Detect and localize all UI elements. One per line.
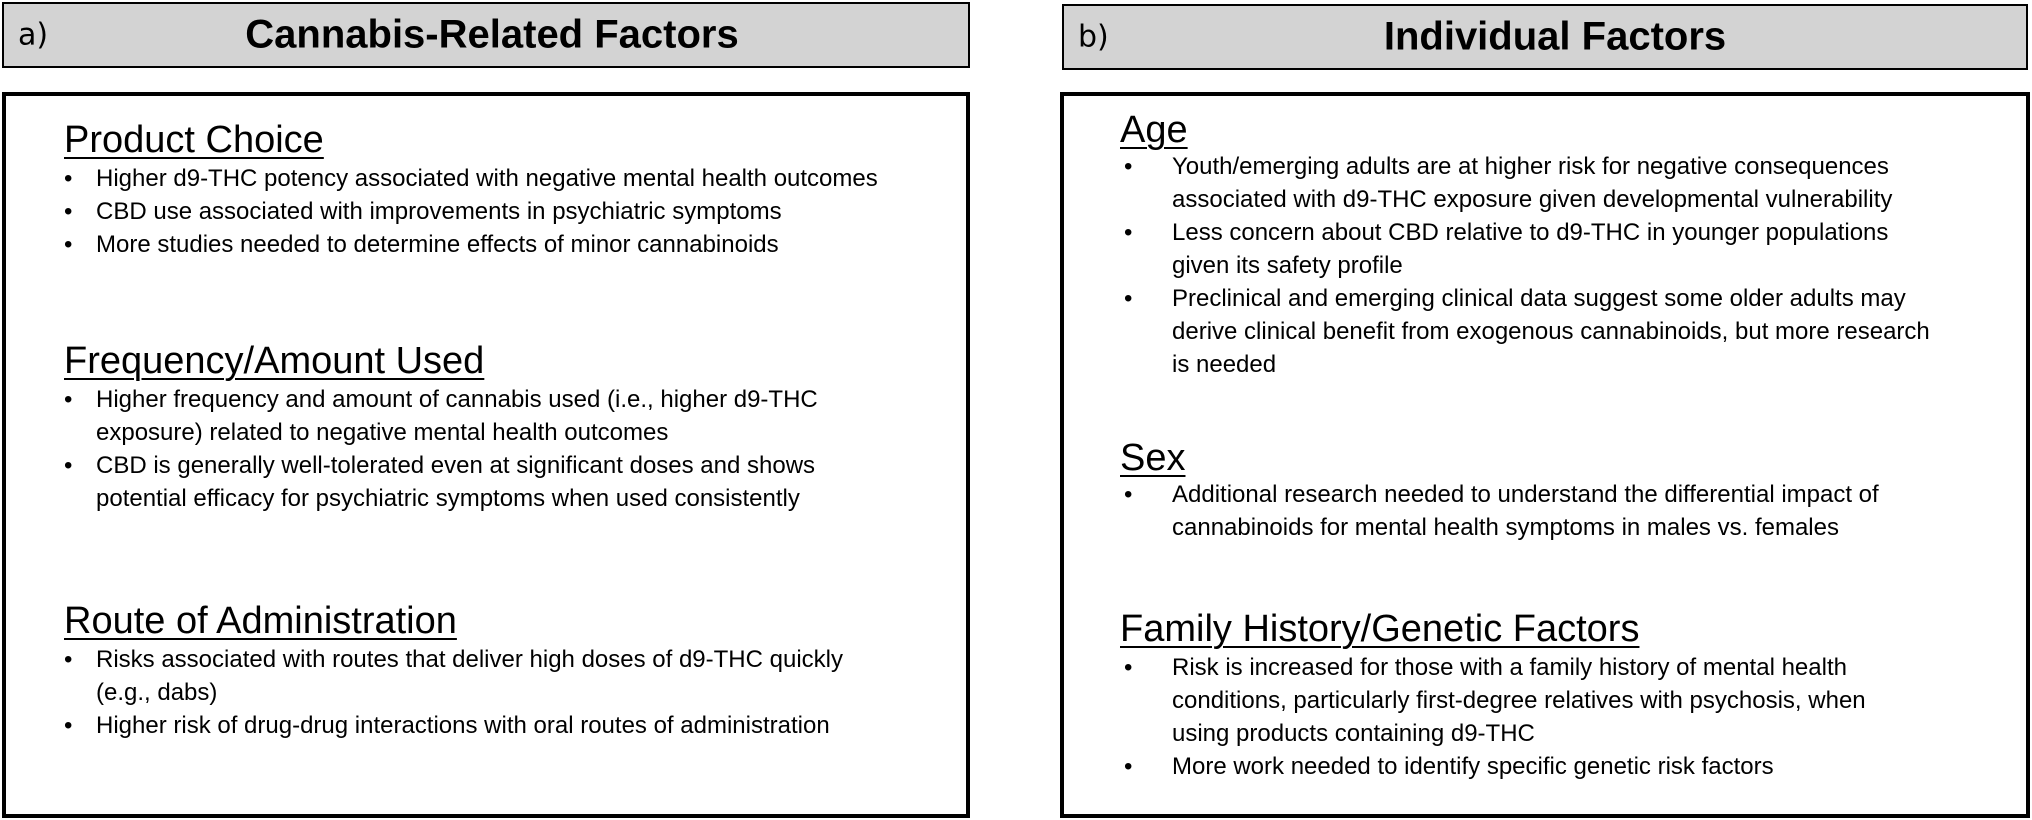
bullet-text: More studies needed to determine effects of minor cannabinoids xyxy=(96,231,779,258)
bullet-text: Higher d9-THC potency associated with negative mental health outcomes xyxy=(96,165,878,192)
list-item xyxy=(1120,478,1940,544)
bullet-icon: • xyxy=(1124,654,1133,681)
bullet-icon: • xyxy=(64,646,73,673)
bullet-text: Youth/emerging adults are at higher risk for negative consequences associated with d9-THC exposure given developmental vulnerability xyxy=(1172,153,1893,213)
family-history-genetic-section xyxy=(1120,607,1980,783)
list-item xyxy=(64,643,864,709)
panel-a-box xyxy=(2,92,970,818)
bullet-icon: • xyxy=(64,198,73,225)
bullet-icon: • xyxy=(1124,153,1133,180)
panel-a-header xyxy=(2,2,970,68)
section-heading: Family History/Genetic Factors xyxy=(1120,608,1640,650)
panel-a-title: Cannabis-Related Factors xyxy=(245,12,739,57)
bullet-list xyxy=(64,643,864,742)
list-item xyxy=(64,449,864,515)
bullet-text: Less concern about CBD relative to d9-THC in younger populations given its safety profile xyxy=(1172,219,1889,279)
bullet-icon: • xyxy=(1124,753,1133,780)
bullet-list xyxy=(1120,478,1940,544)
section-heading: Product Choice xyxy=(64,119,324,161)
list-item xyxy=(64,228,904,261)
bullet-list xyxy=(64,162,904,261)
section-heading: Route of Administration xyxy=(64,600,457,642)
list-item xyxy=(1120,750,1900,783)
panel-b-header xyxy=(1062,4,2028,70)
bullet-text: Higher risk of drug-drug interactions with oral routes of administration xyxy=(96,712,830,739)
bullet-icon: • xyxy=(1124,219,1133,246)
bullet-text: Risk is increased for those with a family history of mental health conditions, particularly first-degree relatives with psychosis, when using products containing d9-THC xyxy=(1172,654,1866,747)
bullet-list xyxy=(1120,651,1900,783)
bullet-text: Risks associated with routes that deliver high doses of d9-THC quickly (e.g., dabs) xyxy=(96,646,843,706)
list-item xyxy=(64,195,904,228)
bullet-icon: • xyxy=(64,712,73,739)
bullet-list xyxy=(64,383,864,515)
bullet-text: CBD use associated with improvements in psychiatric symptoms xyxy=(96,198,782,225)
bullet-list xyxy=(1120,150,1940,381)
bullet-text: CBD is generally well-tolerated even at significant doses and shows potential efficacy for psychiatric symptoms when used consistently xyxy=(96,452,816,512)
section-heading: Frequency/Amount Used xyxy=(64,340,485,382)
bullet-text: Higher frequency and amount of cannabis used (i.e., higher d9-THC exposure) related to negative mental health outcomes xyxy=(96,386,818,446)
panel-a-letter: a) xyxy=(18,17,49,53)
list-item xyxy=(1120,216,1940,282)
sex-section xyxy=(1120,436,1980,544)
list-item xyxy=(1120,282,1940,381)
list-item xyxy=(64,383,864,449)
route-of-administration-section xyxy=(64,599,924,742)
panel-b-title: Individual Factors xyxy=(1383,14,1727,59)
list-item xyxy=(1120,651,1900,750)
bullet-text: Additional research needed to understand the differential impact of cannabinoids for mental health symptoms in males vs. females xyxy=(1172,481,1879,541)
panel-b-letter: b) xyxy=(1078,19,1109,55)
age-section xyxy=(1120,108,1980,381)
list-item xyxy=(64,162,904,195)
bullet-text: Preclinical and emerging clinical data suggest some older adults may derive clinical benefit from exogenous cannabinoids, but more research is needed xyxy=(1172,285,1930,378)
section-heading: Age xyxy=(1120,109,1188,151)
product-choice-section xyxy=(64,118,924,261)
list-item xyxy=(1120,150,1940,216)
frequency-amount-section xyxy=(64,339,924,515)
bullet-icon: • xyxy=(64,165,73,192)
bullet-icon: • xyxy=(64,386,73,413)
bullet-icon: • xyxy=(1124,285,1133,312)
panel-b-box xyxy=(1060,92,2030,818)
bullet-icon: • xyxy=(64,231,73,258)
list-item xyxy=(64,709,864,742)
section-heading: Sex xyxy=(1120,437,1186,479)
bullet-icon: • xyxy=(1124,481,1133,508)
bullet-text: More work needed to identify specific genetic risk factors xyxy=(1172,753,1774,780)
bullet-icon: • xyxy=(64,452,73,479)
